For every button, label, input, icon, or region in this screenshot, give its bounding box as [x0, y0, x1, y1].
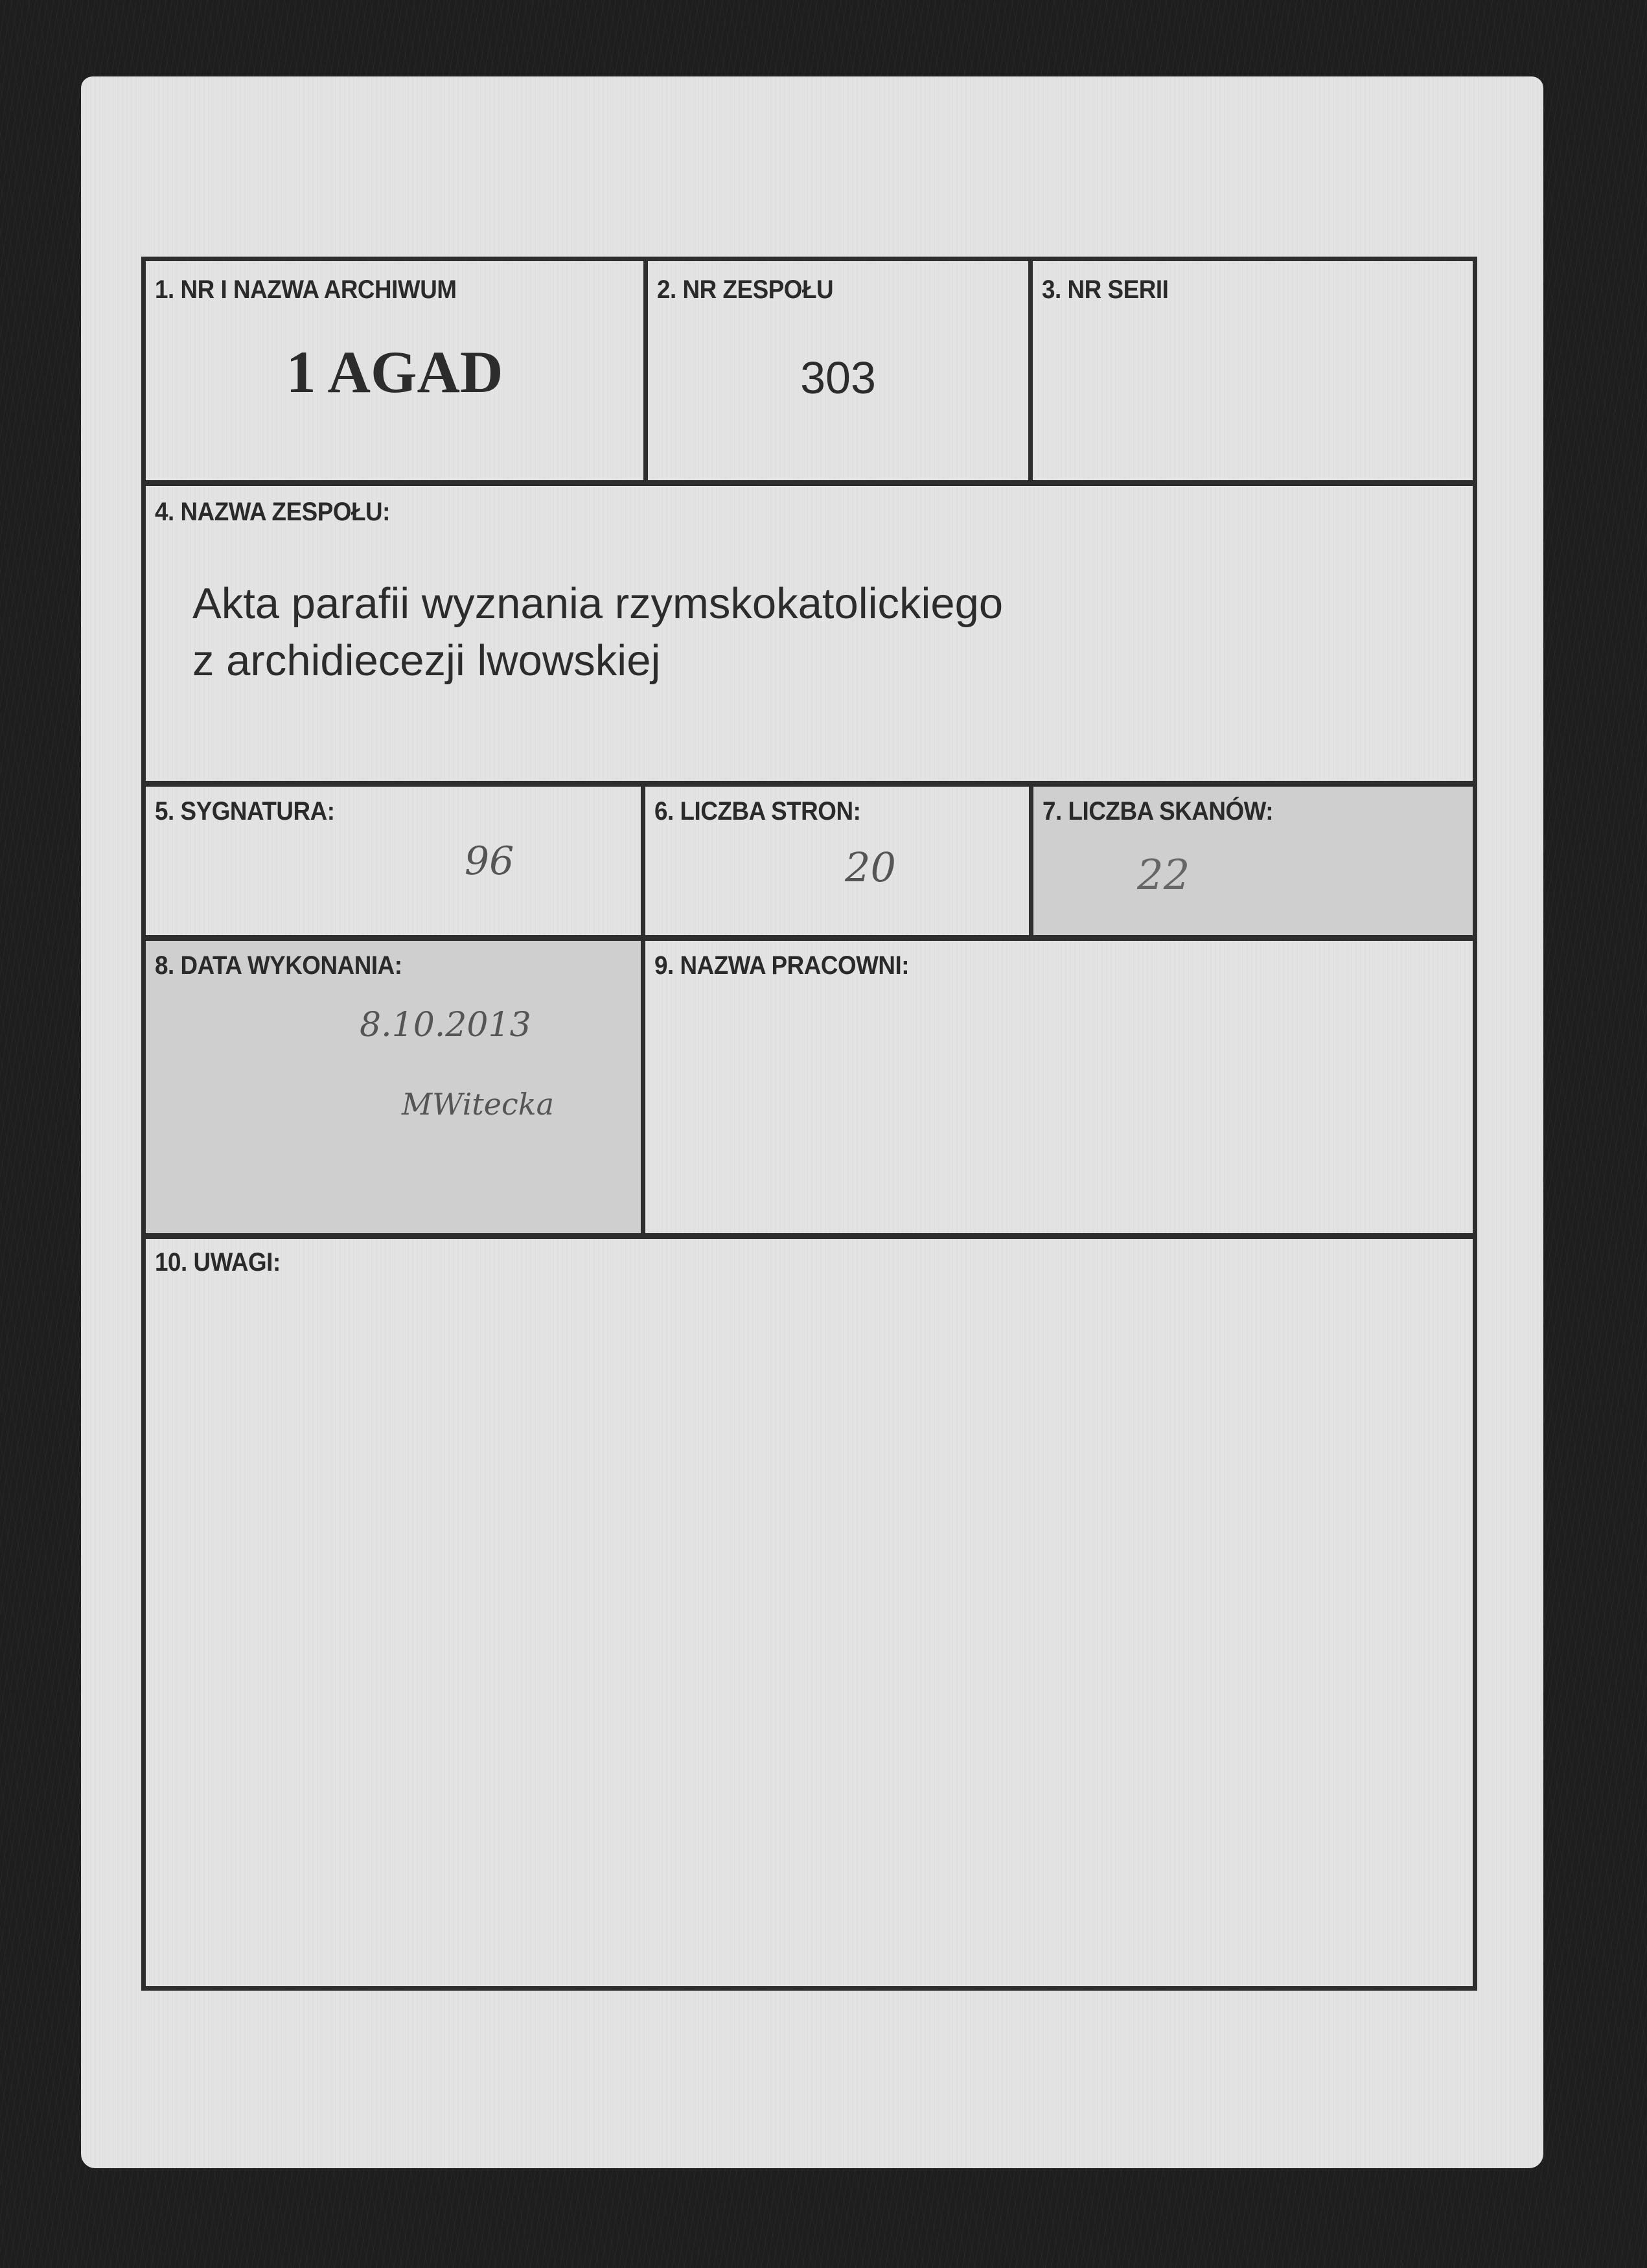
execution-date-label: 8. DATA WYKONANIA:	[155, 951, 402, 980]
archive-label: 1. NR I NAZWA ARCHIWUM	[155, 275, 457, 304]
divider	[146, 781, 1473, 787]
divider	[641, 787, 645, 936]
page-count-value: 20	[845, 844, 896, 891]
fond-number-value: 303	[800, 353, 876, 403]
scan-count-value: 22	[1137, 851, 1190, 899]
fond-name-line: Akta parafii wyznania rzymskokatolickiego	[192, 579, 1004, 628]
signature-label: 5. SYGNATURA:	[155, 797, 335, 826]
cell-signature	[146, 787, 641, 936]
remarks-label: 10. UWAGI:	[155, 1248, 281, 1277]
fond-number-label: 2. NR ZESPOŁU	[657, 275, 834, 304]
fond-name-value	[192, 575, 1003, 689]
cell-series-number	[1033, 261, 1473, 480]
cell-fond-number	[648, 261, 1028, 480]
fond-name-line: z archidiecezji lwowskiej	[192, 636, 661, 685]
scan-count-label: 7. LICZBA SKANÓW:	[1042, 797, 1274, 826]
divider	[1029, 787, 1033, 936]
cell-remarks	[146, 1239, 1473, 1984]
cell-execution-date	[146, 941, 641, 1234]
archive-metadata-form	[141, 257, 1477, 1991]
divider	[641, 941, 645, 1234]
cell-archive	[146, 261, 643, 480]
signature-value: 96	[465, 839, 514, 884]
cell-workshop-name	[645, 941, 1473, 1234]
divider	[146, 1233, 1473, 1239]
divider	[146, 935, 1473, 941]
page-count-label: 6. LICZBA STRON:	[654, 797, 861, 826]
series-number-label: 3. NR SERII	[1042, 275, 1169, 304]
divider	[643, 261, 648, 481]
cell-fond-name	[146, 486, 1473, 781]
archive-value: 1 AGAD	[286, 339, 503, 405]
divider	[146, 480, 1473, 486]
cell-page-count	[645, 787, 1029, 936]
fond-name-label: 4. NAZWA ZESPOŁU:	[155, 498, 390, 526]
workshop-name-label: 9. NAZWA PRACOWNI:	[654, 951, 910, 980]
worker-signature: MWitecka	[402, 1087, 555, 1122]
execution-date-value: 8.10.2013	[360, 1006, 531, 1045]
divider	[1028, 261, 1033, 481]
cell-scan-count	[1033, 787, 1473, 936]
